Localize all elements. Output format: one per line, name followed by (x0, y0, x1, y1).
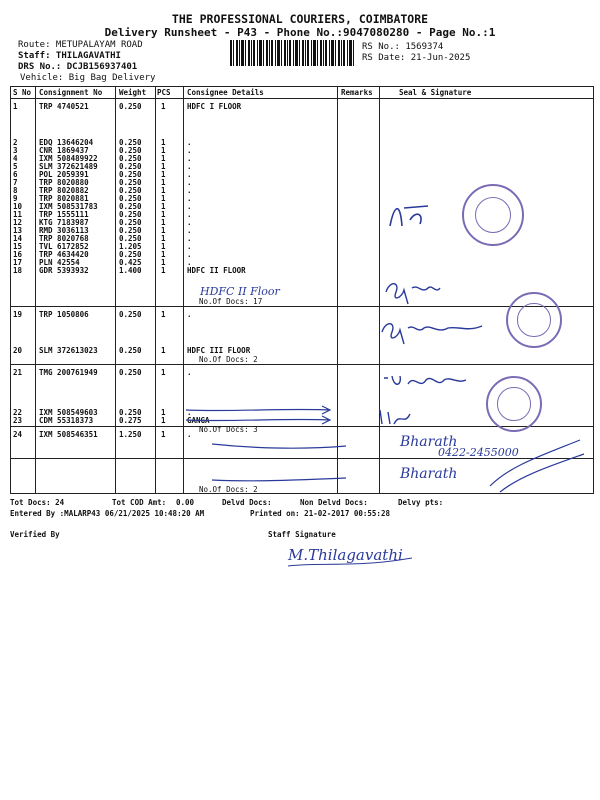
tot-cod-label: Tot COD Amt: (112, 498, 167, 507)
row-consignee: . (187, 194, 192, 203)
row-sno: 14 (13, 234, 23, 243)
handwritten-name: Bharath (400, 434, 458, 450)
signature-scribble (480, 436, 590, 496)
handwritten-floor-note: HDFC II Floor (200, 285, 280, 298)
col-sno: S No (13, 88, 32, 97)
row-weight: 0.275 (119, 416, 142, 425)
rs-number: RS No.: 1569374 (362, 42, 444, 52)
signature-scribble (382, 278, 442, 308)
row-consignee: . (187, 170, 192, 179)
delvy-pts: Delvy pts: (398, 498, 444, 507)
row-consignee: . (187, 430, 192, 439)
row-consignment-no: IXM 508549603 (39, 408, 98, 417)
row-pcs: 1 (161, 218, 166, 227)
entered-by: Entered By :MALARP43 06/21/2025 10:48:20 AM (10, 509, 205, 518)
row-sno: 1 (13, 102, 18, 111)
tot-docs: Tot Docs: 24 (10, 498, 65, 507)
row-pcs: 1 (161, 250, 166, 259)
row-pcs: 1 (161, 226, 166, 235)
row-sno: 16 (13, 250, 23, 259)
row-pcs: 1 (161, 146, 166, 155)
row-pcs: 1 (161, 242, 166, 251)
tot-cod-amount: 0.00 (176, 498, 195, 507)
seal-stamp (506, 292, 562, 348)
row-consignment-no: TRP 4740521 (39, 102, 89, 111)
row-pcs: 1 (161, 102, 166, 111)
staff-signature-hand: M.Thilagavathi (288, 546, 403, 564)
row-weight: 0.250 (119, 194, 142, 203)
row-sno: 22 (13, 408, 23, 417)
row-consignment-no: IXM 508489922 (39, 154, 98, 163)
row-consignee: . (187, 202, 192, 211)
row-consignee: . (187, 408, 192, 417)
row-consignment-no: IXM 508546351 (39, 430, 98, 439)
row-sno: 11 (13, 210, 23, 219)
row-consignment-no: TRP 1555111 (39, 210, 89, 219)
handwritten-arrow (210, 430, 350, 490)
row-sno: 19 (13, 310, 23, 319)
row-consignment-no: SLM 372613023 (39, 346, 98, 355)
group-doc-count: No.Of Docs: 2 (199, 355, 258, 364)
row-sno: 23 (13, 416, 23, 425)
printed-on: Printed on: 21-02-2017 00:55:28 (250, 509, 390, 518)
vehicle-label: Vehicle: Big Bag Delivery (20, 73, 156, 83)
row-consignment-no: SLM 372621489 (39, 162, 98, 171)
row-consignee: HDFC II FLOOR (187, 266, 246, 275)
row-consignment-no: TRP 8020881 (39, 194, 89, 203)
row-sno: 3 (13, 146, 18, 155)
row-consignment-no: TVL 6172852 (39, 242, 89, 251)
row-weight: 0.250 (119, 146, 142, 155)
row-pcs: 1 (161, 154, 166, 163)
row-consignee: HDFC III FLOOR (187, 346, 251, 355)
row-sno: 8 (13, 186, 18, 195)
row-weight: 0.250 (119, 138, 142, 147)
row-weight: 0.425 (119, 258, 142, 267)
row-consignee: . (187, 154, 192, 163)
row-sno: 10 (13, 202, 23, 211)
row-weight: 0.250 (119, 346, 142, 355)
row-consignment-no: PLN 42554 (39, 258, 80, 267)
row-weight: 0.250 (119, 234, 142, 243)
signature-scribble (380, 196, 440, 236)
row-weight: 0.250 (119, 170, 142, 179)
row-sno: 6 (13, 170, 18, 179)
staff-signature-label: Staff Signature (268, 530, 336, 539)
row-weight: 0.250 (119, 250, 142, 259)
row-pcs: 1 (161, 162, 166, 171)
row-sno: 9 (13, 194, 18, 203)
staff-signature-stroke (286, 544, 416, 572)
col-weight: Weight (119, 88, 147, 97)
row-consignment-no: EDQ 13646204 (39, 138, 94, 147)
drs-label: DRS No.: DCJB156937401 (18, 62, 138, 72)
col-seal: Seal & Signature (399, 88, 472, 97)
group-doc-count: No.Of Docs: 3 (199, 425, 258, 434)
row-sno: 13 (13, 226, 23, 235)
row-weight: 0.250 (119, 368, 142, 377)
row-weight: 0.250 (119, 178, 142, 187)
col-pcs: PCS (157, 88, 171, 97)
row-pcs: 1 (161, 138, 166, 147)
row-consignee: . (187, 242, 192, 251)
row-pcs: 1 (161, 194, 166, 203)
row-consignment-no: CDM 55318373 (39, 416, 94, 425)
row-consignee: . (187, 226, 192, 235)
row-weight: 1.205 (119, 242, 142, 251)
row-consignee: . (187, 234, 192, 243)
row-consignment-no: TRP 8020768 (39, 234, 89, 243)
row-sno: 15 (13, 242, 23, 251)
row-consignment-no: TRP 4634420 (39, 250, 89, 259)
row-pcs: 1 (161, 416, 166, 425)
col-consignee: Consignee Details (187, 88, 264, 97)
row-pcs: 1 (161, 234, 166, 243)
row-consignee: . (187, 178, 192, 187)
signature-scribble (378, 318, 488, 348)
runsheet-title: Delivery Runsheet - P43 - Phone No.:9047080280 - Page No.:1 (104, 26, 496, 39)
row-pcs: 1 (161, 186, 166, 195)
row-sno: 2 (13, 138, 18, 147)
row-weight: 0.250 (119, 102, 142, 111)
row-consignee: . (187, 186, 192, 195)
barcode (230, 40, 354, 66)
row-pcs: 1 (161, 170, 166, 179)
seal-stamp (486, 376, 542, 432)
row-consignee: . (187, 368, 192, 377)
row-consignment-no: TMG 200761949 (39, 368, 98, 377)
rs-date: RS Date: 21-Jun-2025 (362, 53, 471, 63)
route-label: Route: METUPALAYAM ROAD (18, 40, 143, 50)
row-pcs: 1 (161, 346, 166, 355)
row-sno: 18 (13, 266, 23, 275)
row-sno: 21 (13, 368, 23, 377)
row-consignment-no: GDR 5393932 (39, 266, 89, 275)
row-consignee: GANGA (187, 416, 210, 425)
row-weight: 0.250 (119, 226, 142, 235)
row-weight: 0.250 (119, 210, 142, 219)
row-consignee: . (187, 210, 192, 219)
row-consignment-no: TRP 1050806 (39, 310, 89, 319)
row-sno: 17 (13, 258, 23, 267)
row-consignee: . (187, 138, 192, 147)
row-pcs: 1 (161, 210, 166, 219)
row-consignment-no: KTG 7183987 (39, 218, 89, 227)
row-consignee: HDFC I FLOOR (187, 102, 242, 111)
row-consignment-no: CNR 1869437 (39, 146, 89, 155)
row-sno: 24 (13, 430, 23, 439)
verified-by: Verified By (10, 530, 60, 539)
row-consignment-no: IXM 508531783 (39, 202, 98, 211)
row-consignee: . (187, 250, 192, 259)
row-weight: 0.250 (119, 408, 142, 417)
row-consignee: . (187, 218, 192, 227)
row-sno: 20 (13, 346, 23, 355)
row-sno: 12 (13, 218, 23, 227)
col-consignment: Consignment No (39, 88, 103, 97)
row-consignee: . (187, 162, 192, 171)
row-consignment-no: RMD 3036113 (39, 226, 89, 235)
row-weight: 0.250 (119, 186, 142, 195)
row-pcs: 1 (161, 178, 166, 187)
signature-scribble (380, 370, 470, 394)
row-weight: 0.250 (119, 162, 142, 171)
row-consignee: . (187, 146, 192, 155)
group-doc-count: No.Of Docs: 17 (199, 297, 263, 306)
row-weight: 0.250 (119, 218, 142, 227)
row-pcs: 1 (161, 202, 166, 211)
seal-stamp (462, 184, 524, 246)
row-consignment-no: POL 2059391 (39, 170, 89, 179)
row-pcs: 1 (161, 408, 166, 417)
handwritten-name: Bharath (400, 466, 458, 482)
company-title: THE PROFESSIONAL COURIERS, COIMBATORE (171, 12, 429, 26)
row-sno: 5 (13, 162, 18, 171)
row-pcs: 1 (161, 310, 166, 319)
row-sno: 4 (13, 154, 18, 163)
staff-label: Staff: THILAGAVATHI (18, 51, 121, 61)
row-consignment-no: TRP 8020880 (39, 178, 89, 187)
row-weight: 1.250 (119, 430, 142, 439)
non-delvd-docs: Non Delvd Docs: (300, 498, 368, 507)
row-consignee: . (187, 258, 192, 267)
row-pcs: 1 (161, 266, 166, 275)
row-consignment-no: TRP 8020882 (39, 186, 89, 195)
row-weight: 0.250 (119, 310, 142, 319)
row-pcs: 1 (161, 368, 166, 377)
row-weight: 0.250 (119, 202, 142, 211)
signature-scribble (376, 406, 416, 428)
row-weight: 1.400 (119, 266, 142, 275)
row-pcs: 1 (161, 430, 166, 439)
row-consignee: . (187, 310, 192, 319)
handwritten-phone: 0422-2455000 (438, 446, 519, 459)
col-remarks: Remarks (341, 88, 373, 97)
row-sno: 7 (13, 178, 18, 187)
row-weight: 0.250 (119, 154, 142, 163)
row-pcs: 1 (161, 258, 166, 267)
delvd-docs: Delvd Docs: (222, 498, 272, 507)
group-doc-count: No.Of Docs: 2 (199, 485, 258, 494)
